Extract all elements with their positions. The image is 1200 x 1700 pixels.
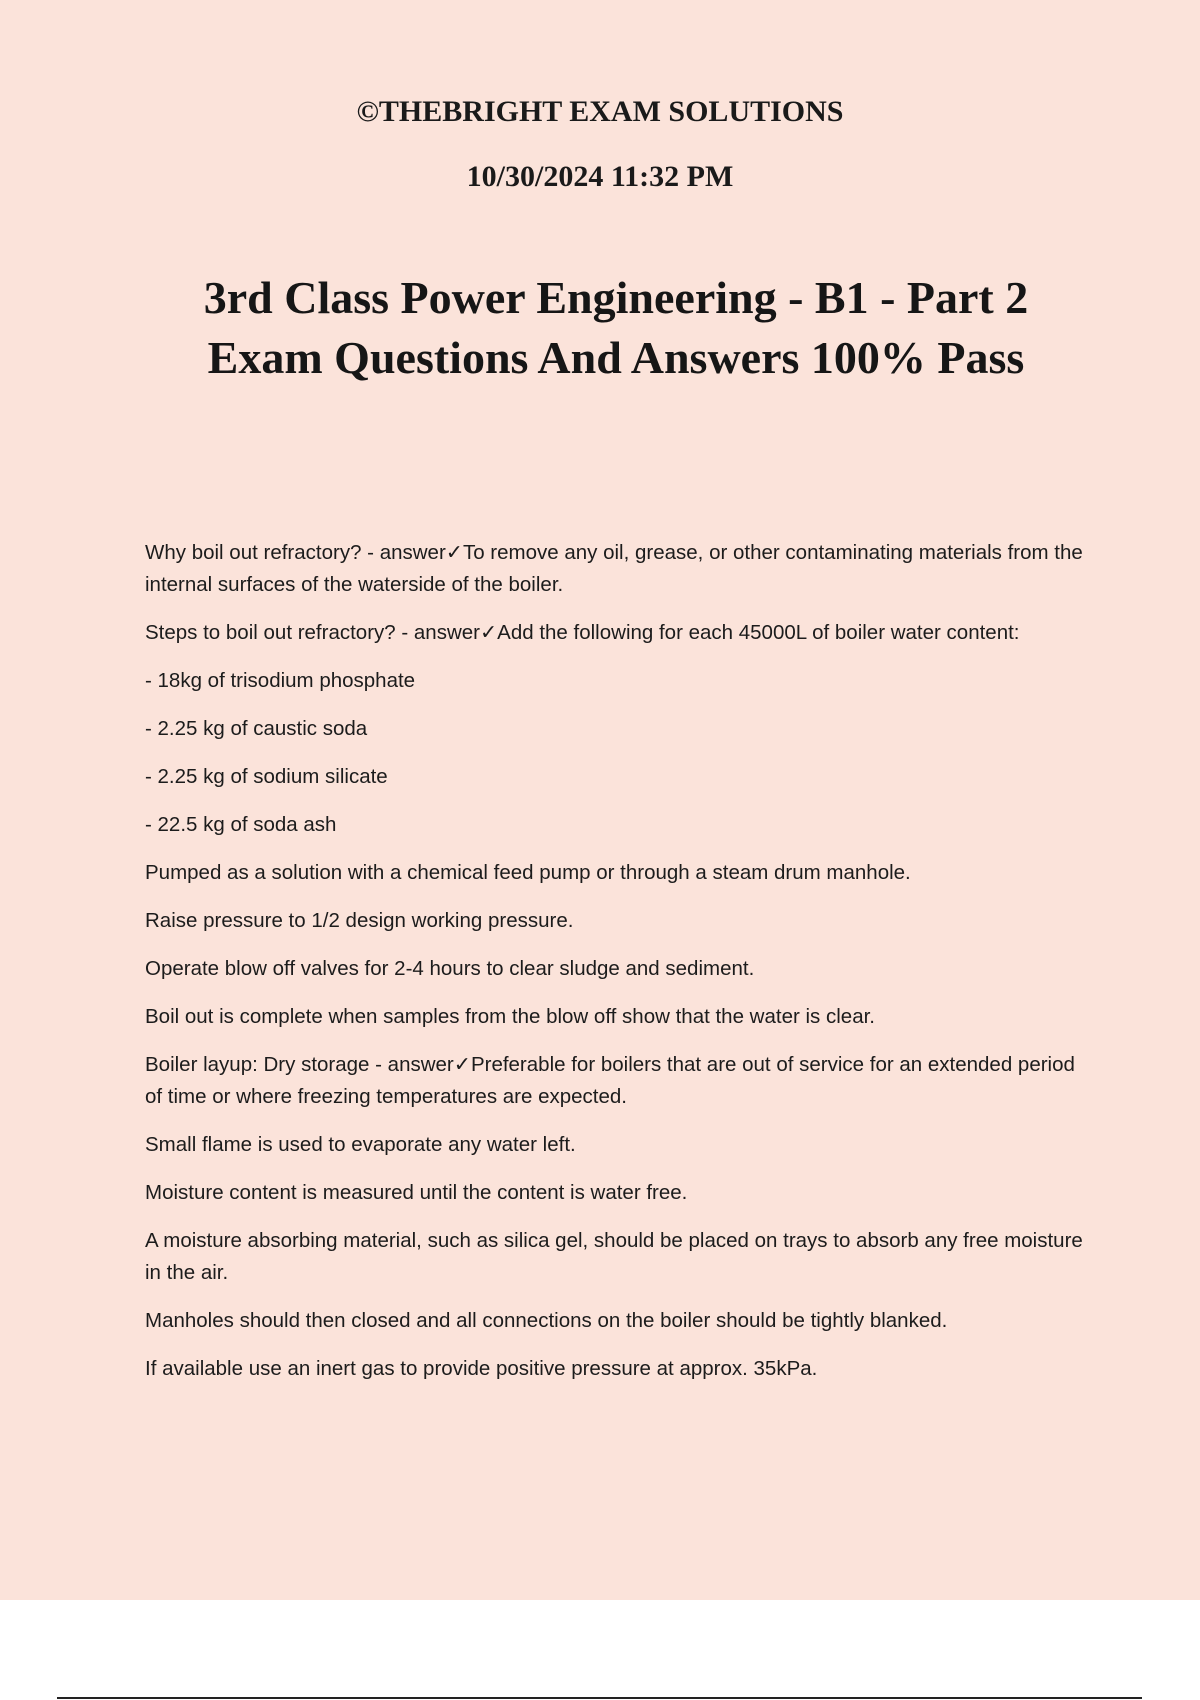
paragraph: Why boil out refractory? - answer✓To remove any oil, grease, or other contaminating materials from the internal surfaces of the waterside of the boiler. bbox=[145, 541, 1083, 596]
document-body bbox=[145, 537, 1095, 1401]
footer-divider bbox=[57, 1697, 1142, 1699]
list-item: - 22.5 kg of soda ash bbox=[145, 813, 337, 836]
title-line-1: 3rd Class Power Engineering - B1 - Part 2 bbox=[203, 272, 1029, 323]
list-item: - 2.25 kg of sodium silicate bbox=[145, 765, 388, 788]
title-line-2: Exam Questions And Answers 100% Pass bbox=[207, 332, 1025, 383]
paragraph: Boil out is complete when samples from the blow off show that the water is clear. bbox=[145, 1005, 876, 1028]
list-item: - 2.25 kg of caustic soda bbox=[145, 717, 368, 740]
paragraph: Pumped as a solution with a chemical feed pump or through a steam drum manhole. bbox=[145, 861, 911, 884]
brand-header: ©THEBRIGHT EXAM SOLUTIONS bbox=[356, 95, 844, 128]
paragraph: If available use an inert gas to provide positive pressure at approx. 35kPa. bbox=[145, 1357, 818, 1380]
paragraph: Boiler layup: Dry storage - answer✓Preferable for boilers that are out of service for an extended period of time or where freezing temperatures are expected. bbox=[145, 1053, 1075, 1108]
paragraph: Moisture content is measured until the content is water free. bbox=[145, 1181, 688, 1204]
timestamp: 10/30/2024 11:32 PM bbox=[466, 160, 734, 193]
paragraph: A moisture absorbing material, such as silica gel, should be placed on trays to absorb any free moisture in the air. bbox=[145, 1229, 1083, 1284]
paragraph: Small flame is used to evaporate any water left. bbox=[145, 1133, 576, 1156]
paragraph: Steps to boil out refractory? - answer✓Add the following for each 45000L of boiler water content: bbox=[145, 621, 1020, 644]
list-item: - 18kg of trisodium phosphate bbox=[145, 669, 416, 692]
document-title bbox=[0, 268, 1200, 388]
paragraph: Operate blow off valves for 2-4 hours to clear sludge and sediment. bbox=[145, 957, 755, 980]
paragraph: Raise pressure to 1/2 design working pressure. bbox=[145, 909, 574, 932]
paragraph: Manholes should then closed and all connections on the boiler should be tightly blanked. bbox=[145, 1309, 948, 1332]
